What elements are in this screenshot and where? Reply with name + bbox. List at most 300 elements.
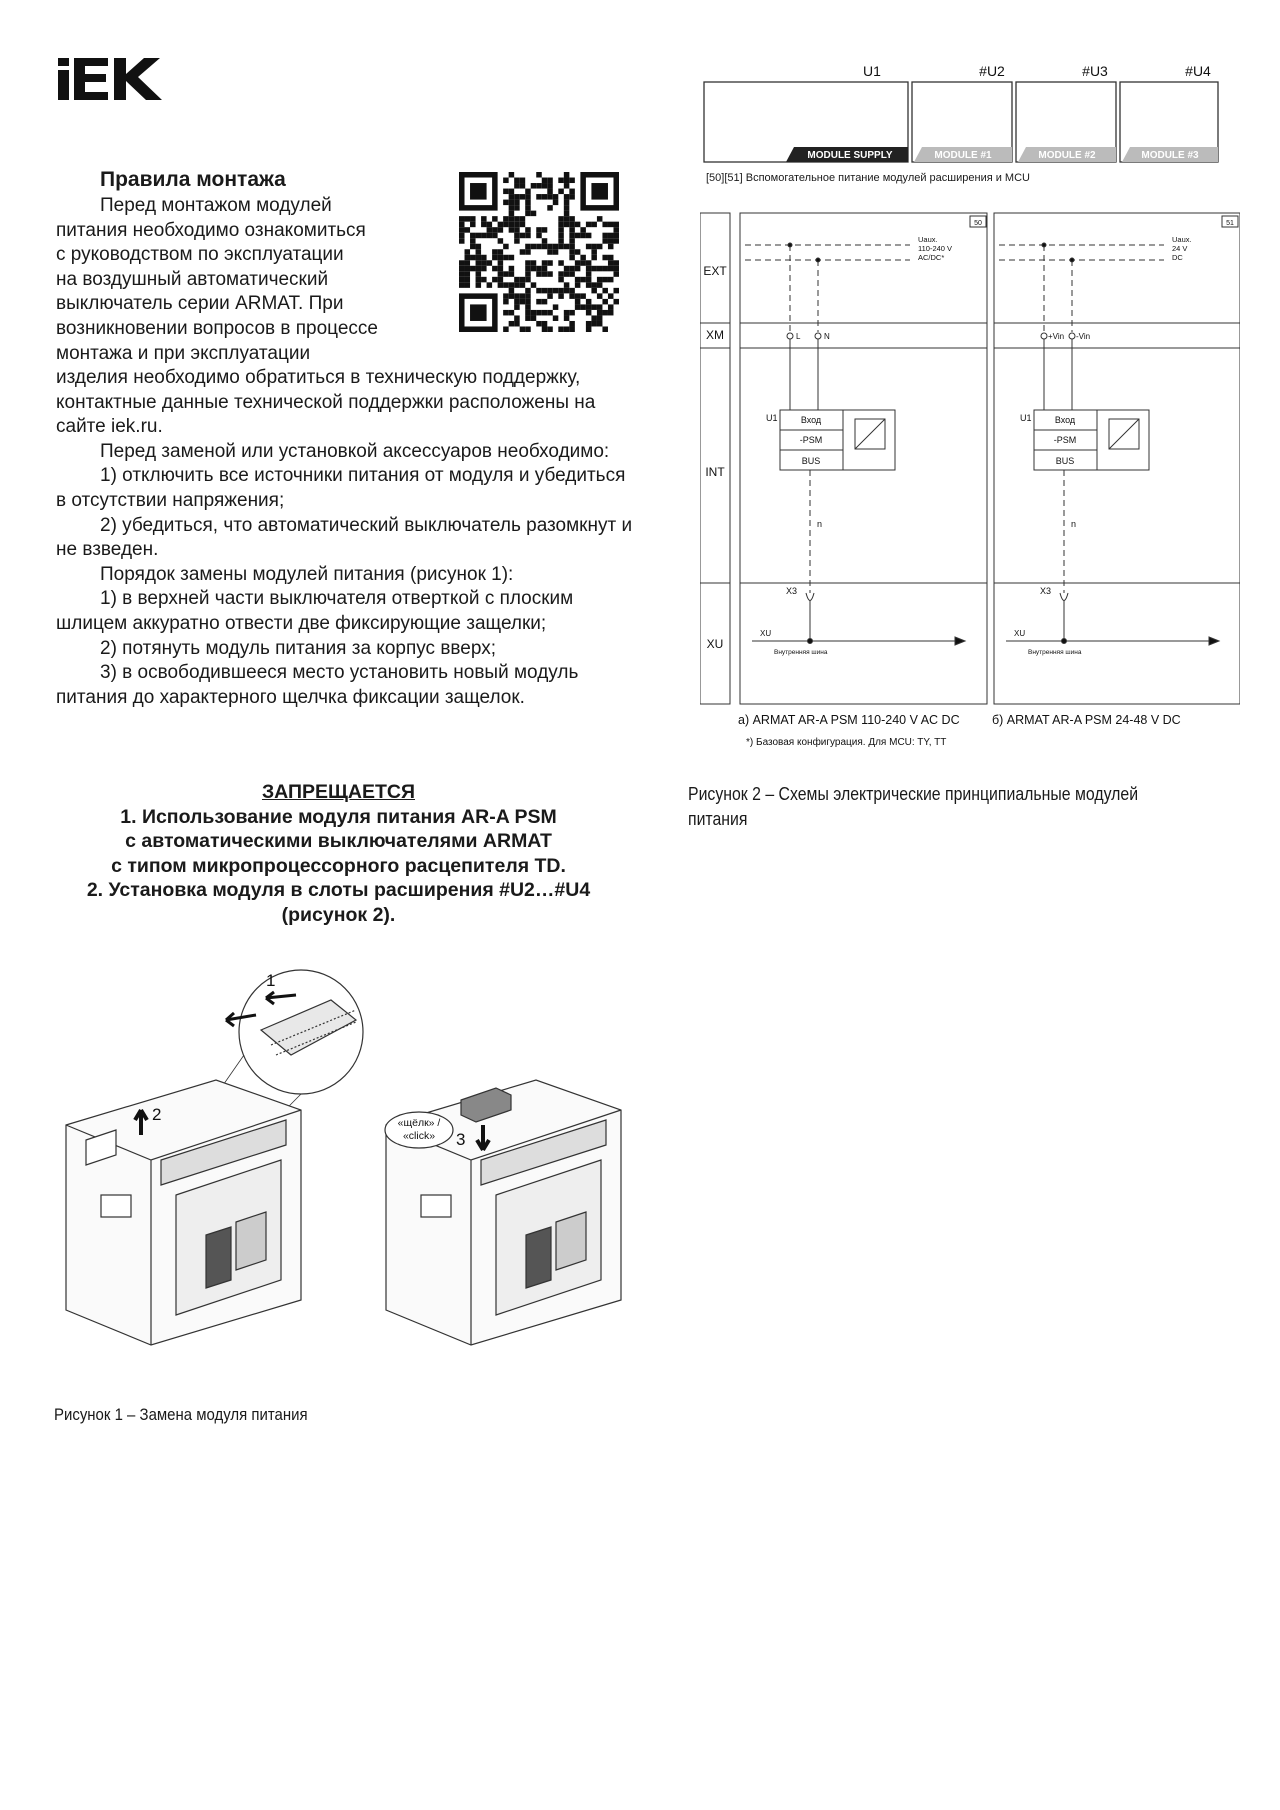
schematic-panel-b [994, 213, 1240, 704]
qr-module [608, 277, 614, 283]
qr-module [591, 315, 597, 321]
qr-module [514, 222, 520, 228]
qr-module [542, 178, 548, 184]
qr-module [492, 216, 498, 222]
qr-module [613, 238, 619, 244]
qr-module [476, 277, 482, 283]
qr-module [564, 194, 570, 200]
qr-module [608, 238, 614, 244]
qr-module [509, 172, 515, 178]
qr-module [597, 244, 603, 250]
qr-module [525, 315, 531, 321]
qr-module [586, 260, 592, 266]
panel-a-term: N [824, 332, 830, 341]
qr-module [569, 194, 575, 200]
qr-module [536, 227, 542, 233]
qr-module [459, 282, 465, 288]
panel-b-unit: U1 [1020, 413, 1032, 423]
qr-module [575, 277, 581, 283]
qr-module [525, 189, 531, 195]
qr-module [503, 282, 509, 288]
qr-module [602, 266, 608, 272]
qr-module [542, 288, 548, 294]
qr-module [465, 255, 471, 261]
qr-module [498, 266, 504, 272]
qr-module [525, 200, 531, 206]
qr-module [492, 266, 498, 272]
qr-module [481, 266, 487, 272]
before-replace: Перед заменой или установкой аксессуаров необходимо: [100, 440, 610, 462]
breaker-left [66, 1080, 301, 1345]
qr-module [503, 200, 509, 206]
qr-module [580, 277, 586, 283]
qr-module [575, 299, 581, 305]
qr-module [459, 222, 465, 228]
qr-module [520, 194, 526, 200]
qr-module [564, 288, 570, 294]
qr-module [597, 282, 603, 288]
click-label: «щёлк» / [397, 1117, 441, 1129]
qr-module [509, 222, 515, 228]
panel-b-xu: XU [1014, 629, 1026, 638]
qr-module [509, 189, 515, 195]
qr-module [459, 216, 465, 222]
panel-a-caption: а) ARMAT AR-A PSM 110-240 V AC DC [738, 713, 960, 727]
qr-module [525, 299, 531, 305]
qr-module [525, 227, 531, 233]
qr-module [520, 222, 526, 228]
qr-module [542, 244, 548, 250]
qr-module [536, 183, 542, 189]
qr-module [492, 233, 498, 239]
qr-module [553, 194, 559, 200]
qr-module [536, 288, 542, 294]
qr-module [608, 304, 614, 310]
qr-module [613, 227, 619, 233]
qr-module [547, 205, 553, 211]
qr-module [575, 260, 581, 266]
qr-module [575, 222, 581, 228]
figure1-illustration [56, 960, 636, 1360]
qr-module [542, 299, 548, 305]
instructions-body [56, 366, 636, 710]
qr-module [514, 238, 520, 244]
step-label-1: 1 [266, 971, 276, 990]
panel-a-block: Вход [800, 415, 822, 425]
slot-tag-label: MODULE #3 [1141, 150, 1199, 161]
qr-module [514, 299, 520, 305]
qr-module [465, 282, 471, 288]
panel-a-xu: XU [760, 629, 772, 638]
qr-module [542, 321, 548, 327]
qr-module [558, 293, 564, 299]
qr-module [547, 310, 553, 316]
qr-module [476, 282, 482, 288]
qr-module [602, 238, 608, 244]
slot-tag-label: MODULE #1 [934, 150, 992, 161]
qr-module [459, 227, 465, 233]
qr-module [586, 233, 592, 239]
qr-module [481, 233, 487, 239]
schematic-diagram [700, 208, 1240, 748]
forbidden-block [56, 780, 621, 928]
qr-module [514, 200, 520, 206]
qr-module [553, 200, 559, 206]
slot-diagram [700, 60, 1220, 165]
qr-module [564, 211, 570, 217]
qr-module [465, 216, 471, 222]
qr-module [564, 310, 570, 316]
qr-module [514, 277, 520, 283]
qr-module [525, 288, 531, 294]
aux-caption: [50][51] Вспомогательное питание модулей расширения и MCU [706, 172, 1030, 184]
qr-module [602, 222, 608, 228]
slot-tag-label: MODULE #2 [1038, 150, 1096, 161]
qr-module [520, 233, 526, 239]
qr-module [503, 216, 509, 222]
qr-module [569, 310, 575, 316]
qr-module [608, 233, 614, 239]
qr-module [525, 244, 531, 250]
qr-module [586, 266, 592, 272]
qr-module [547, 194, 553, 200]
qr-module [602, 288, 608, 294]
qr-module [558, 326, 564, 332]
qr-module [520, 216, 526, 222]
qr-module [608, 293, 614, 299]
qr-module [591, 288, 597, 294]
qr-module [586, 271, 592, 277]
panel-b-supply: Uaux. [1172, 235, 1192, 244]
qr-module [525, 211, 531, 217]
qr-module [470, 233, 476, 239]
qr-module [586, 321, 592, 327]
qr-module [569, 227, 575, 233]
qr-module [597, 315, 603, 321]
qr-module [525, 260, 531, 266]
qr-module [597, 277, 603, 283]
qr-module [608, 244, 614, 250]
qr-module [487, 260, 493, 266]
qr-module [597, 310, 603, 316]
qr-module [470, 255, 476, 261]
qr-module [580, 260, 586, 266]
panel-b-bus: Внутренняя шина [1028, 649, 1082, 656]
qr-module [520, 183, 526, 189]
qr-module [575, 266, 581, 272]
qr-module [509, 271, 515, 277]
qr-module [564, 178, 570, 184]
panel-b-block: -PSM [1053, 435, 1077, 445]
intro-line: монтажа и при эксплуатации [56, 342, 311, 364]
qr-module [536, 321, 542, 327]
qr-module [602, 326, 608, 332]
row-label-int: INT [705, 465, 725, 479]
qr-module [465, 271, 471, 277]
qr-module [586, 277, 592, 283]
qr-module [547, 183, 553, 189]
qr-module [564, 326, 570, 332]
qr-module [558, 216, 564, 222]
slot-tag-label: MODULE SUPPLY [807, 150, 893, 161]
panel-a-block: BUS [801, 456, 821, 466]
qr-module [613, 271, 619, 277]
qr-module [547, 249, 553, 255]
schematic-note: *) Базовая конфигурация. Для MCU: TY, TT [746, 737, 947, 748]
qr-module [514, 233, 520, 239]
qr-module [586, 310, 592, 316]
qr-module [564, 216, 570, 222]
qr-finder-center [591, 183, 608, 200]
qr-module [520, 282, 526, 288]
step-b3: 3) в освободившееся место установить новый модуль питания до характерного щелчка фиксации защелок. [56, 662, 579, 708]
qr-module [487, 222, 493, 228]
qr-module [476, 266, 482, 272]
panel-b-x3: X3 [1040, 586, 1052, 596]
qr-module [525, 271, 531, 277]
qr-module [514, 293, 520, 299]
qr-module [536, 266, 542, 272]
qr-module [547, 271, 553, 277]
qr-module [531, 260, 537, 266]
qr-module [470, 216, 476, 222]
qr-module [503, 244, 509, 250]
qr-module [542, 194, 548, 200]
qr-module [503, 178, 509, 184]
qr-module [503, 293, 509, 299]
forbidden-line: с типом микропроцессорного расцепителя TD. [111, 854, 566, 877]
qr-module [564, 205, 570, 211]
qr-module [536, 233, 542, 239]
qr-module [553, 244, 559, 250]
qr-module [531, 315, 537, 321]
qr-module [509, 205, 515, 211]
qr-module [558, 244, 564, 250]
qr-module [525, 194, 531, 200]
slot-label-u4: #U4 [1185, 63, 1211, 79]
qr-module [613, 288, 619, 294]
qr-module [591, 282, 597, 288]
intro-tail: изделия необходимо обратиться в техническую поддержку, контактные данные технической поддержки расположены на сайте iek.ru. [56, 367, 596, 438]
panel-b-supply: DC [1172, 253, 1183, 262]
qr-module [569, 178, 575, 184]
qr-module [525, 277, 531, 283]
qr-module [525, 249, 531, 255]
qr-module [564, 183, 570, 189]
qr-module [564, 282, 570, 288]
qr-module [509, 293, 515, 299]
qr-module [509, 216, 515, 222]
qr-module [503, 299, 509, 305]
qr-module [503, 271, 509, 277]
qr-module [586, 304, 592, 310]
forbidden-line: 2. Установка модуля в слоты расширения #U2…#U4 [86, 879, 591, 902]
qr-module [509, 227, 515, 233]
qr-module [613, 299, 619, 305]
intro-line: питания необходимо ознакомиться [56, 219, 366, 241]
qr-module [470, 238, 476, 244]
qr-module [586, 222, 592, 228]
qr-module [525, 266, 531, 272]
qr-module [613, 260, 619, 266]
figure2-caption: Рисунок 2 – Схемы электрические принципиальные модулей питания [688, 784, 1139, 829]
qr-module [531, 310, 537, 316]
qr-module [481, 222, 487, 228]
qr-module [509, 194, 515, 200]
qr-module [514, 183, 520, 189]
qr-module [553, 288, 559, 294]
qr-module [558, 238, 564, 244]
qr-module [509, 310, 515, 316]
qr-module [553, 315, 559, 321]
panel-a-unit: U1 [766, 413, 778, 423]
qr-module [608, 266, 614, 272]
click-label: «click» [402, 1130, 436, 1142]
qr-module [558, 271, 564, 277]
qr-module [503, 310, 509, 316]
qr-module [492, 249, 498, 255]
qr-module [564, 244, 570, 250]
step-label-3: 3 [456, 1130, 466, 1149]
qr-module [520, 178, 526, 184]
qr-module [536, 271, 542, 277]
qr-module [569, 271, 575, 277]
qr-module [542, 266, 548, 272]
qr-module [569, 233, 575, 239]
qr-module [470, 266, 476, 272]
qr-module [547, 288, 553, 294]
row-label-xu: XU [706, 637, 724, 651]
qr-module [470, 244, 476, 250]
forbidden-line: с автоматическими выключателями ARMAT [125, 830, 552, 853]
panel-b-supply: 24 V [1172, 244, 1188, 253]
intro-line: возникновении вопросов в процессе [56, 317, 378, 339]
panel-a-supply: AC/DC* [918, 253, 945, 262]
step-b2: 2) потянуть модуль питания за корпус вверх; [100, 637, 496, 659]
qr-module [586, 326, 592, 332]
qr-module [558, 277, 564, 283]
qr-module [586, 299, 592, 305]
qr-module [558, 178, 564, 184]
qr-module [503, 326, 509, 332]
qr-module [536, 194, 542, 200]
intro-line: выключатель серии ARMAT. При [56, 293, 344, 315]
qr-module [536, 299, 542, 305]
qr-module [569, 288, 575, 294]
qr-module [547, 326, 553, 332]
qr-module [547, 260, 553, 266]
qr-module [531, 282, 537, 288]
qr-module [597, 321, 603, 327]
step-a2: 2) убедиться, что автоматический выключатель разомкнут и не взведен. [56, 514, 633, 561]
qr-module [476, 255, 482, 261]
qr-module [569, 216, 575, 222]
qr-module [558, 222, 564, 228]
panel-a-bus: Внутренняя шина [774, 649, 828, 656]
qr-module [498, 277, 504, 283]
qr-module [569, 238, 575, 244]
qr-module [487, 227, 493, 233]
qr-module [575, 304, 581, 310]
qr-module [575, 282, 581, 288]
qr-module [503, 222, 509, 228]
qr-module [547, 244, 553, 250]
schematic-panel-a [740, 213, 987, 704]
qr-module [547, 189, 553, 195]
instructions-title: Правила монтажа [100, 168, 286, 191]
qr-module [492, 255, 498, 261]
qr-finder-center [470, 183, 487, 200]
slot-label-u1: U1 [863, 63, 881, 79]
qr-module [525, 233, 531, 239]
forbidden-line: 1. Использование модуля питания AR-A PSM [120, 805, 557, 828]
qr-module [465, 260, 471, 266]
qr-module [569, 266, 575, 272]
qr-module [569, 222, 575, 228]
qr-module [476, 271, 482, 277]
step-label-2: 2 [152, 1105, 162, 1124]
qr-module [542, 260, 548, 266]
qr-module [498, 271, 504, 277]
qr-module [591, 222, 597, 228]
panel-a-supply: Uaux. [918, 235, 938, 244]
order-heading: Порядок замены модулей питания (рисунок 1): [100, 563, 514, 585]
row-label-xm: XM [706, 328, 724, 342]
qr-module [575, 233, 581, 239]
qr-module [564, 172, 570, 178]
qr-module [586, 244, 592, 250]
qr-module [602, 310, 608, 316]
qr-module [602, 233, 608, 239]
qr-module [459, 277, 465, 283]
qr-module [542, 227, 548, 233]
qr-module [564, 315, 570, 321]
qr-module [520, 249, 526, 255]
qr-module [569, 249, 575, 255]
qr-module [520, 293, 526, 299]
qr-module [498, 238, 504, 244]
qr-module [470, 222, 476, 228]
panel-a-term: L [796, 332, 801, 341]
panel-b-caption: б) ARMAT AR-A PSM 24-48 V DC [992, 713, 1181, 727]
qr-module [531, 244, 537, 250]
qr-module [520, 299, 526, 305]
qr-module [520, 326, 526, 332]
qr-module [602, 255, 608, 261]
qr-module [498, 249, 504, 255]
qr-module [476, 249, 482, 255]
slot-label-u2: #U2 [979, 63, 1005, 79]
panel-b-n: n [1071, 519, 1077, 529]
qr-module [459, 271, 465, 277]
qr-module [481, 277, 487, 283]
qr-module [509, 321, 515, 327]
panel-b-block: BUS [1055, 456, 1075, 466]
qr-module [514, 227, 520, 233]
qr-module [597, 293, 603, 299]
slot-label-u3: #U3 [1082, 63, 1108, 79]
qr-module [569, 326, 575, 332]
qr-module [514, 321, 520, 327]
qr-module [492, 227, 498, 233]
qr-module [542, 326, 548, 332]
panel-a-ref: 50 [974, 220, 982, 227]
qr-module [564, 222, 570, 228]
qr-module [503, 189, 509, 195]
panel-b-block: Вход [1054, 415, 1076, 425]
qr-module [509, 282, 515, 288]
qr-module [558, 189, 564, 195]
